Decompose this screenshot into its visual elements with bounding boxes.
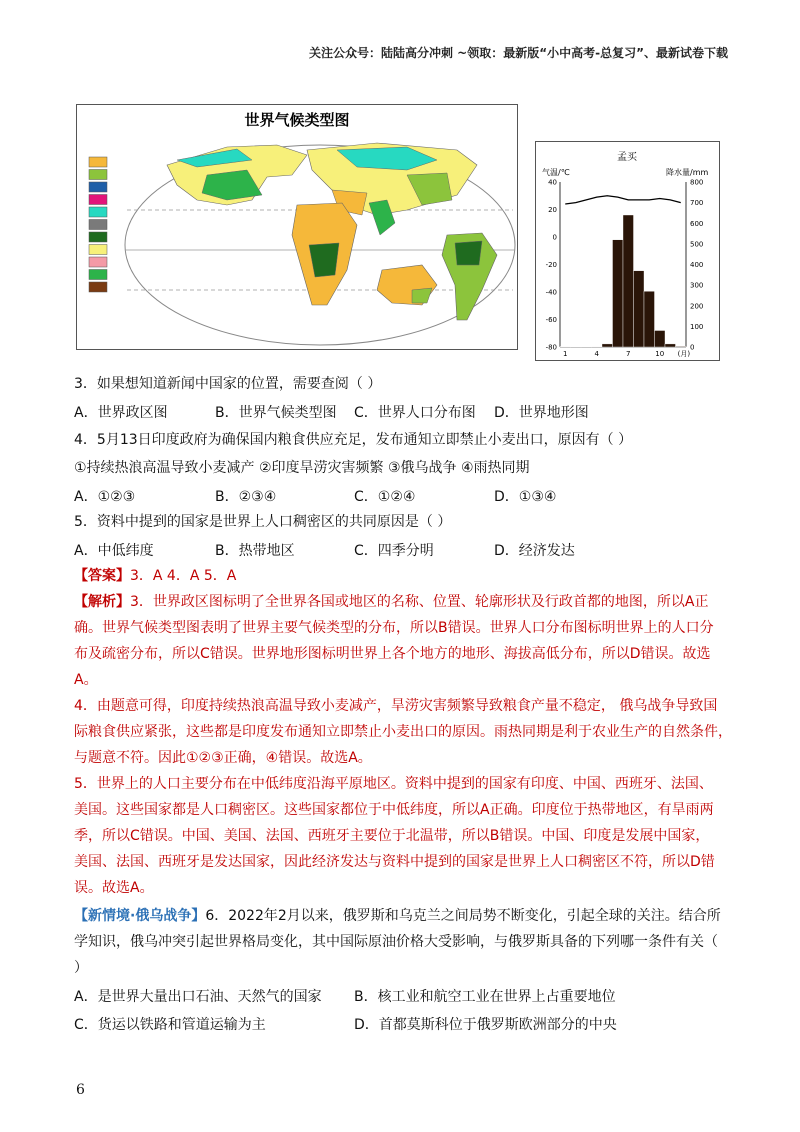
precip-bar (644, 291, 655, 347)
left-tick-label: -60 (545, 316, 557, 324)
q4-option-c: C．①②④ (354, 489, 416, 505)
precip-bar (602, 344, 613, 347)
q6-option-c: C．货运以铁路和管道运输为主 (74, 1017, 266, 1033)
q6-option-b: B．核工业和航空工业在世界上占重要地位 (354, 989, 616, 1005)
q4-option-b: B．②③④ (215, 489, 277, 505)
legend-swatch (89, 182, 107, 192)
precip-bar (623, 215, 634, 347)
left-tick-label: 20 (548, 206, 557, 214)
left-tick-label: 0 (552, 233, 557, 242)
legend-swatch (89, 170, 107, 180)
answer-line (74, 566, 236, 586)
left-tick-label: 40 (548, 178, 557, 187)
right-tick-label: 400 (690, 261, 704, 269)
q6-line-3: ） (74, 960, 88, 976)
right-tick-label: 500 (690, 240, 704, 249)
q3-option-d: D．世界地形图 (494, 405, 589, 421)
analysis-line-7: 与题意不符。因此①②③正确，④错误。故选A。 (74, 750, 372, 766)
precip-bar (613, 240, 624, 347)
x-tick-label: 1 (563, 350, 568, 358)
page-number: 6 (76, 1082, 85, 1098)
q4-stem: 4．5月13日印度政府为确保国内粮食供应充足，发布通知立即禁止小麦出口，原因有（ ） (74, 432, 633, 448)
q6-option-a: A．是世界大量出口石油、天然气的国家 (74, 989, 322, 1005)
temperature-line (565, 196, 681, 204)
q6-line-1: 【新情境·俄乌战争】6．2022年2月以来，俄罗斯和乌克兰之间局势不断变化，引起全球的关注。结合所 (74, 908, 721, 924)
legend-swatch (89, 282, 107, 292)
legend-swatch (89, 220, 107, 230)
map-title: 世界气候类型图 (244, 111, 350, 129)
legend-swatch (89, 207, 107, 217)
analysis-line-9: 美国。这些国家都是人口稠密区。这些国家都位于中低纬度，所以A正确。印度位于热带地区，有旱雨两 (74, 802, 714, 818)
right-tick-label: 0 (690, 343, 695, 352)
analysis-line-3: 布及疏密分布，所以C错误。世界地形图标明世界上各个地方的地形、海拔高低分布，所以D错误。故选 (74, 646, 711, 662)
q4-option-a: A．①②③ (74, 489, 136, 505)
analysis-line-4: A。 (74, 672, 98, 688)
q3-stem: 3．如果想知道新闻中国家的位置，需要查阅（ ） (74, 376, 382, 392)
q3-option-c: C．世界人口分布图 (354, 405, 476, 421)
q4-choices: ①持续热浪高温导致小麦减产 ②印度旱涝灾害频繁 ③俄乌战争 ④雨热同期 (74, 460, 530, 476)
precip-bar (655, 331, 666, 348)
legend-swatch (89, 257, 107, 267)
right-tick-label: 100 (690, 322, 704, 331)
legend-swatch (89, 157, 107, 167)
chart-place-label: 孟买 (617, 152, 637, 163)
legend-swatch (89, 245, 107, 255)
q6-context-tag: 【新情境·俄乌战争】 (74, 908, 206, 924)
right-tick-label: 600 (690, 219, 704, 228)
right-tick-label: 200 (690, 302, 704, 311)
q3-option-b: B．世界气候类型图 (215, 405, 337, 421)
analysis-line-11: 美国、法国、西班牙是发达国家，因此经济发达与资料中提到的国家是世界上人口稠密区不符，所以D错 (74, 854, 715, 870)
right-tick-label: 700 (690, 199, 704, 208)
world-climate-map (76, 104, 518, 350)
x-tick-label: 10 (655, 350, 665, 358)
right-axis-label: 降水量/mm (666, 168, 709, 177)
left-axis-label: 气温/℃ (542, 168, 570, 177)
answer-text: 3．A 4．A 5．A (130, 568, 237, 584)
analysis-line-2: 确。世界气候类型图表明了世界主要气候类型的分布，所以B错误。世界人口分布图标明世界上的人口分 (74, 620, 714, 636)
left-tick-label: -20 (545, 261, 557, 269)
right-tick-label: 300 (690, 281, 704, 290)
legend-swatch (89, 195, 107, 205)
x-tick-label: 7 (626, 350, 631, 358)
chart-marks (546, 179, 704, 359)
q5-option-d: D．经济发达 (494, 543, 575, 559)
answer-tag: 【答案】 (74, 568, 130, 584)
climate-chart-mumbai (535, 141, 720, 361)
analysis-line-5: 4．由题意可得，印度持续热浪高温导致小麦减产，旱涝灾害频繁导致粮食产量不稳定， 俄乌战争导致国 (74, 698, 718, 714)
left-tick-label: -80 (545, 343, 557, 352)
legend-swatch (89, 270, 107, 280)
q5-stem: 5．资料中提到的国家是世界上人口稠密区的共同原因是（ ） (74, 514, 452, 530)
analysis-line-10: 季，所以C错误。中国、美国、法国、西班牙主要位于北温带，所以B错误。中国、印度是发展中国家， (74, 828, 710, 844)
analysis-line-6: 际粮食供应紧张，这些都是印度发布通知立即禁止小麦出口的原因。雨热同期是利于农业生产的自然条件， (74, 724, 732, 740)
analysis-line-1: 【解析】3．世界政区图标明了全世界各国或地区的名称、位置、轮廓形状及行政首都的地图，所以A正 (74, 594, 709, 610)
map-graphic (77, 105, 517, 349)
left-tick-label: -40 (545, 288, 557, 297)
q6-line-2: 学知识，俄乌冲突引起世界格局变化，其中国际原油价格大受影响，与俄罗斯具备的下列哪一条件有关（ (74, 934, 718, 950)
legend-swatch (89, 232, 107, 242)
precip-bar (634, 271, 645, 347)
q4-option-d: D．①③④ (494, 489, 557, 505)
precip-bar (676, 346, 687, 347)
x-unit-label: (月) (677, 350, 691, 358)
q5-option-a: A．中低纬度 (74, 543, 154, 559)
page-header: 关注公众号：陆陆高分冲刺 ~领取：最新版“小中高考-总复习”、最新试卷下载 (309, 46, 728, 60)
precip-bar (665, 344, 676, 347)
x-tick-label: 4 (594, 350, 599, 358)
q6-option-d: D．首都莫斯科位于俄罗斯欧洲部分的中央 (354, 1017, 617, 1033)
analysis-tag: 【解析】 (74, 594, 130, 610)
analysis-line-8: 5．世界上的人口主要分布在中低纬度沿海平原地区。资料中提到的国家有印度、中国、西班牙、法国、 (74, 776, 713, 792)
climate-chart-graphic (536, 142, 719, 360)
q5-option-c: C．四季分明 (354, 543, 434, 559)
analysis-line-12: 误。故选A。 (74, 880, 154, 896)
q5-option-b: B．热带地区 (215, 543, 295, 559)
q3-option-a: A．世界政区图 (74, 405, 168, 421)
map-legend (89, 157, 107, 292)
right-tick-label: 800 (690, 178, 704, 187)
